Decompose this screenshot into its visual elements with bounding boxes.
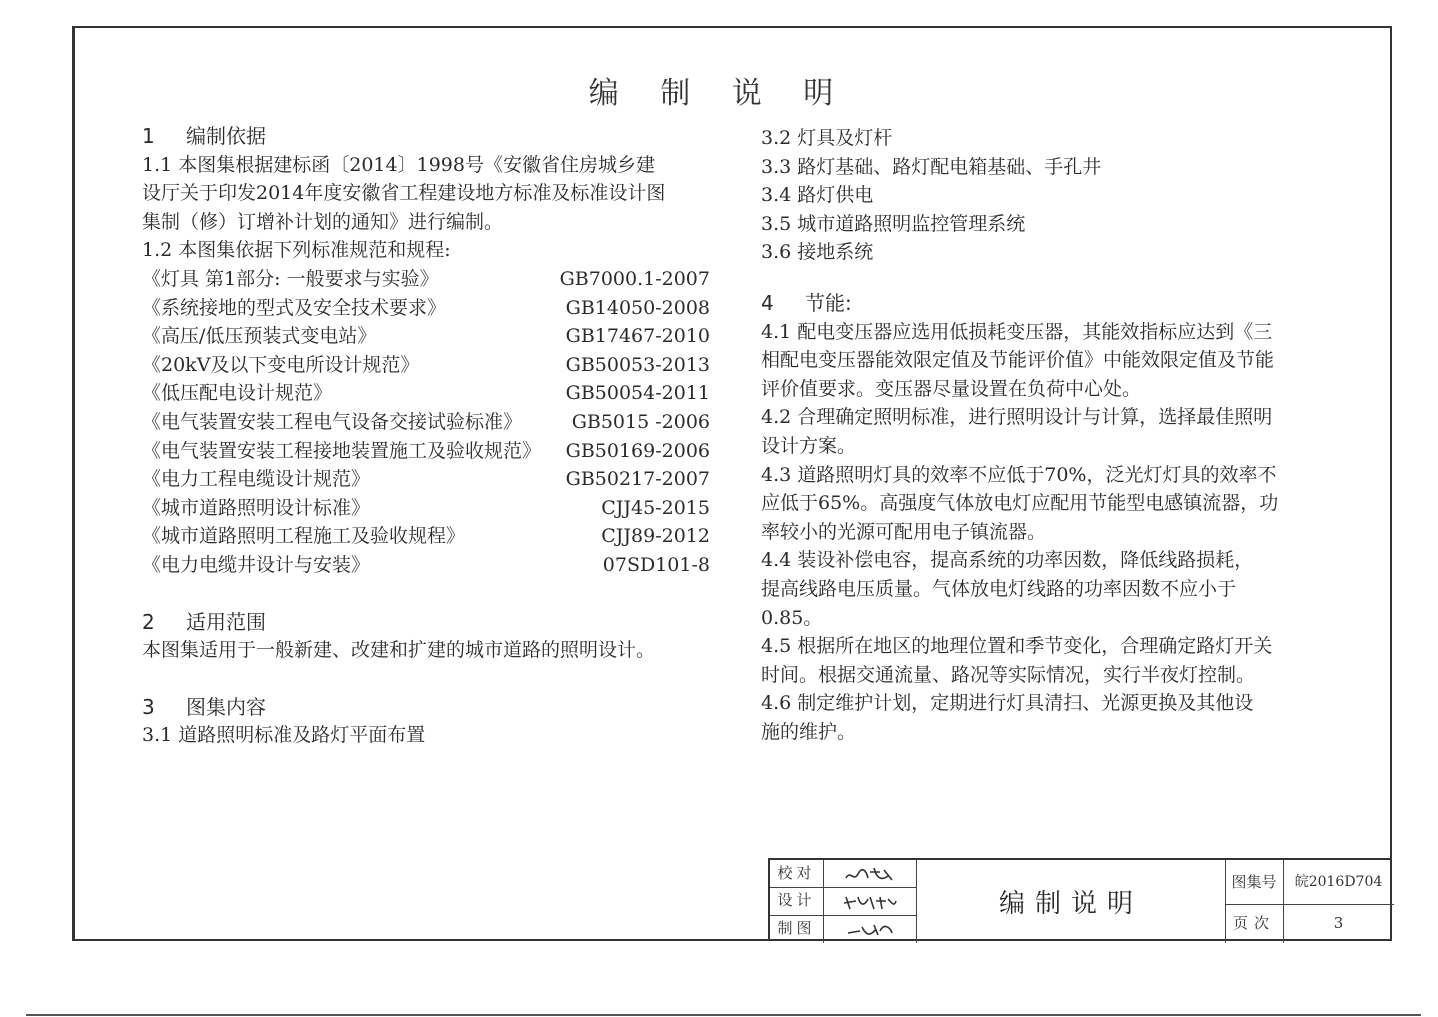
design-label: 设计: [777, 891, 816, 909]
section-number: 2: [142, 609, 155, 634]
left-column: [142, 122, 722, 750]
paragraph-line: 相配电变压器能效限定值及节能评价值》中能效限定值及节能: [761, 349, 1275, 372]
title-block: [768, 858, 1392, 941]
section-title: 适用范围: [186, 609, 266, 634]
standard-row: [142, 465, 710, 494]
standard-code: GB14050-2008: [565, 296, 710, 319]
paragraph-line: 时间。根据交通流量、路况等实际情况，实行半夜灯控制。: [761, 663, 1256, 686]
page-title: 编 制 说 明: [588, 76, 850, 111]
paragraph-line: 应低于65%。高强度气体放电灯应配用节能型电感镇流器，功: [761, 492, 1279, 515]
paragraph-line: 4.5 根据所在地区的地理位置和季节变化，合理确定路灯开关: [761, 635, 1273, 658]
standard-name: 《20kV及以下变电所设计规范》: [142, 353, 420, 376]
atlas-number-label: 图集号: [1231, 873, 1277, 891]
spacer: [142, 665, 722, 693]
section-title: 编制依据: [186, 124, 266, 148]
standard-row: [142, 265, 710, 294]
standard-row: [142, 551, 710, 580]
standard-row: [142, 322, 710, 351]
standard-code: CJJ89-2012: [601, 525, 710, 548]
standard-code: GB50054-2011: [565, 382, 710, 405]
standard-row: [142, 522, 710, 551]
section-2-heading: [142, 608, 722, 637]
list-item: 3.2 灯具及灯杆: [761, 127, 893, 149]
paragraph-line: 评价值要求。变压器尽量设置在负荷中心处。: [761, 377, 1142, 400]
standard-code: GB17467-2010: [565, 325, 710, 348]
check-label: 校对: [777, 864, 816, 882]
paragraph-line: 本图集适用于一般新建、改建和扩建的城市道路的照明设计。: [142, 639, 656, 662]
standard-code: GB7000.1-2007: [559, 267, 710, 290]
section-title: 节能:: [805, 290, 852, 315]
design-signature: [840, 891, 900, 913]
section-4-heading: [761, 289, 1341, 318]
section-number: 1: [142, 124, 155, 148]
paragraph-line: 4.3 道路照明灯具的效率不应低于70%，泛光灯灯具的效率不: [761, 463, 1277, 486]
standard-name: 《城市道路照明工程施工及验收规程》: [142, 525, 466, 548]
atlas-number: 皖2016D704: [1294, 874, 1383, 890]
spacer: [761, 267, 1341, 289]
standard-name: 《电力工程电缆设计规范》: [142, 468, 371, 491]
paragraph-line: 施的维护。: [761, 720, 857, 743]
paragraph-line: 集制（修）订增补计划的通知》进行编制。: [142, 210, 504, 233]
draw-label: 制图: [777, 919, 816, 937]
check-signature: [840, 864, 900, 886]
list-item: 3.3 路灯基础、路灯配电箱基础、手孔井: [761, 155, 1102, 178]
paragraph-line: 3.1 道路照明标准及路灯平面布置: [142, 724, 426, 747]
list-item: 3.5 城市道路照明监控管理系统: [761, 212, 1026, 235]
paragraph-line: 1.2 本图集依据下列标准规范和规程:: [142, 239, 451, 262]
paragraph-line: 提高线路电压质量。气体放电灯线路的功率因数不应小于: [761, 577, 1237, 600]
standard-code: GB50053-2013: [565, 353, 710, 376]
standard-row: [142, 351, 710, 380]
standard-name: 《系统接地的型式及安全技术要求》: [142, 296, 447, 319]
standard-name: 《电气装置安装工程电气设备交接试验标准》: [142, 410, 523, 433]
list-item: 3.6 接地系统: [761, 241, 874, 264]
standards-list: [142, 265, 722, 580]
standard-code: 07SD101-8: [602, 553, 710, 576]
paragraph-line: 设计方案。: [761, 434, 857, 457]
page-number-label: 页次: [1232, 914, 1275, 932]
title-block-title: 编制说明: [998, 889, 1143, 919]
standard-name: 《城市道路照明设计标准》: [142, 496, 371, 519]
section-number: 4: [761, 290, 774, 315]
paragraph-line: 率较小的光源可配用电子镇流器。: [761, 520, 1047, 543]
standard-code: CJJ45-2015: [601, 496, 710, 519]
standard-row: [142, 437, 710, 466]
draw-signature: [842, 919, 898, 941]
list-item: 3.4 路灯供电: [761, 184, 874, 207]
page-number: 3: [1333, 914, 1344, 932]
standard-row: [142, 494, 710, 523]
paragraph-line: 4.2 合理确定照明标准，进行照明设计与计算，选择最佳照明: [761, 406, 1273, 429]
section-number: 3: [142, 694, 155, 719]
spacer: [142, 580, 722, 608]
standard-row: [142, 294, 710, 323]
paragraph-line: 设厅关于印发2014年度安徽省工程建设地方标准及标准设计图: [142, 182, 666, 205]
standard-name: 《高压/低压预装式变电站》: [142, 325, 377, 348]
paragraph-line: 4.4 装设补偿电容，提高系统的功率因数，降低线路损耗，: [761, 549, 1254, 572]
section-1-heading: [142, 122, 722, 151]
bottom-rule: [26, 1014, 1421, 1016]
paragraph-line: 1.1 本图集根据建标函〔2014〕1998号《安徽省住房城乡建: [142, 153, 655, 176]
standard-name: 《灯具 第1部分: 一般要求与实验》: [142, 267, 439, 290]
standard-row: [142, 408, 710, 437]
standard-row: [142, 379, 710, 408]
paragraph-line: 0.85。: [761, 606, 823, 629]
right-column: [761, 124, 1341, 746]
section-title: 图集内容: [186, 694, 266, 719]
standard-name: 《电力电缆井设计与安装》: [142, 553, 371, 576]
title-block-divider: [823, 860, 824, 943]
standard-code: GB50217-2007: [565, 468, 710, 491]
section-3-heading: [142, 693, 722, 722]
standard-name: 《低压配电设计规范》: [142, 382, 333, 405]
paragraph-line: 4.6 制定维护计划，定期进行灯具清扫、光源更换及其他设: [761, 692, 1254, 715]
standard-code: GB5015 -2006: [571, 410, 710, 433]
standard-code: GB50169-2006: [565, 439, 710, 462]
paragraph-line: 4.1 配电变压器应选用低损耗变压器，其能效指标应达到《三: [761, 320, 1273, 343]
standard-name: 《电气装置安装工程接地装置施工及验收规范》: [142, 439, 542, 462]
